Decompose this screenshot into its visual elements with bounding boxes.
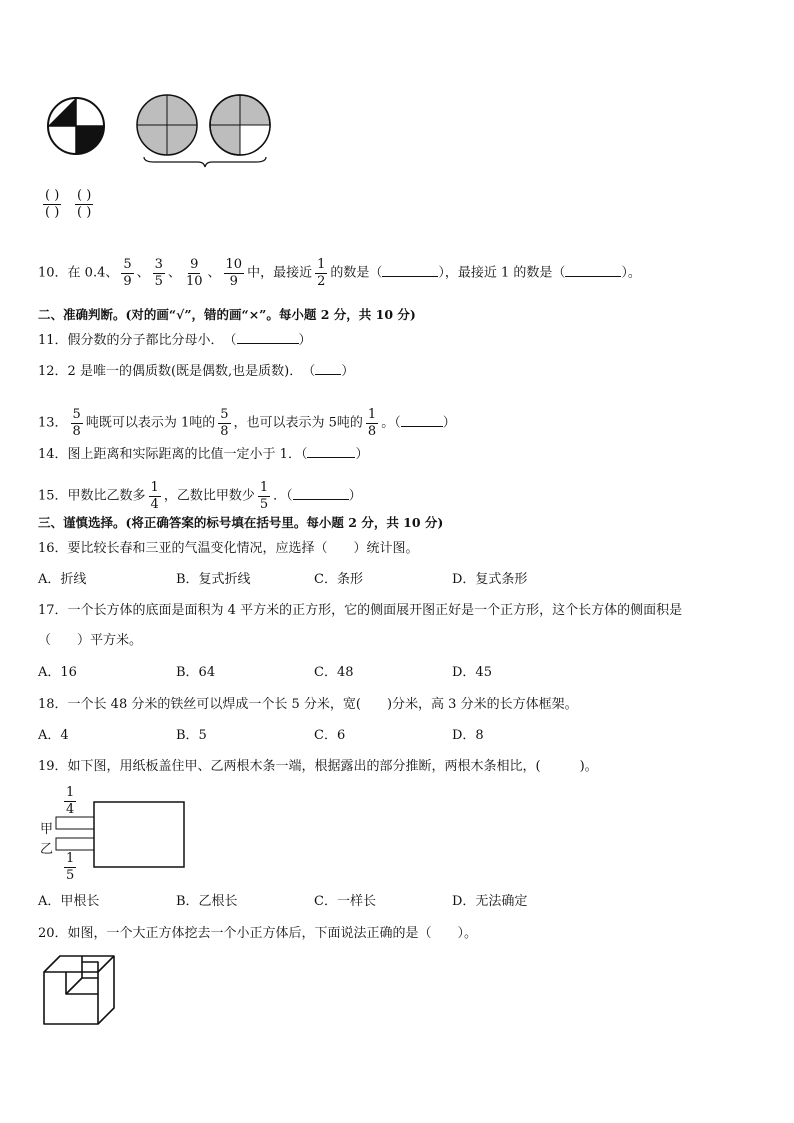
blank-denominator[interactable]: ( ) — [45, 204, 60, 220]
option-c[interactable]: C．条形 — [314, 572, 363, 587]
option-b[interactable]: B．5 — [176, 728, 207, 743]
fraction: $\frac{1}{2}$ — [317, 257, 326, 289]
answer-blank[interactable] — [382, 264, 438, 277]
answer-blank[interactable] — [237, 331, 299, 344]
fraction-top: $\frac{1}{4}$ — [66, 785, 75, 817]
fraction: $\frac{5}{8}$ — [220, 407, 229, 439]
option-d[interactable]: D．无法确定 — [452, 894, 528, 909]
option-a[interactable]: A．4 — [38, 728, 69, 743]
fraction: $\frac{5}{9}$ — [123, 257, 132, 289]
answer-blank[interactable] — [293, 487, 349, 500]
option-c[interactable]: C．6 — [314, 728, 346, 743]
fraction: $\frac{1}{5}$ — [259, 480, 269, 512]
question-12: 12．2 是唯一的偶质数(既是偶数,也是质数)． （ ） — [38, 364, 355, 379]
answer-blank[interactable] — [315, 362, 341, 375]
option-d[interactable]: D．复式条形 — [452, 572, 528, 587]
option-c[interactable]: C．一样长 — [314, 894, 376, 909]
answer-blank[interactable] — [401, 414, 443, 427]
fraction: $\frac{1}{8}$ — [367, 407, 377, 439]
option-a[interactable]: A．折线 — [38, 572, 87, 587]
question-17-line2: （ ）平方米。 — [38, 633, 143, 648]
answer-fraction-2[interactable] — [72, 189, 96, 219]
circle-figure-gray-left — [134, 90, 200, 160]
question-13: 13． $\frac{5}{8}$ 吨既可以表示为 1吨的 $\frac{5}{8}$ ，也可以表示为 5吨的 $\frac{1}{8}$ 。（ ） — [38, 407, 456, 439]
question-16: 16．要比较长春和三亚的气温变化情况，应选择（ ）统计图。 — [38, 541, 419, 556]
cube-with-cutout-figure — [40, 952, 120, 1028]
blank-denominator[interactable]: ( ) — [77, 204, 92, 220]
question-14: 14．图上距离和实际距离的比值一定小于 1．（ ） — [38, 447, 369, 462]
fraction: $\frac{3}{5}$ — [154, 257, 163, 289]
answer-blank[interactable] — [565, 264, 621, 277]
answer-blank[interactable] — [307, 445, 355, 458]
option-c[interactable]: C．48 — [314, 665, 354, 680]
fraction: $\frac{5}{8}$ — [72, 407, 81, 439]
fraction-bottom: $\frac{1}{5}$ — [66, 851, 75, 883]
circle-figure-quarters — [44, 94, 108, 158]
question-17-line1: 17．一个长方体的底面是面积为 4 平方米的正方形，它的侧面展开图正好是一个正方形，这个长方体的侧面积是 — [38, 603, 683, 618]
fraction: $\frac{1}{4}$ — [150, 480, 159, 512]
question-11: 11．假分数的分子都比分母小． （ ） — [38, 333, 312, 348]
question-18: 18．一个长 48 分米的铁丝可以焊成一个长 5 分米，宽( )分米，高 3 分米的长方体框架。 — [38, 697, 578, 712]
blank-numerator[interactable]: ( ) — [45, 188, 60, 203]
option-b[interactable]: B．复式折线 — [176, 572, 251, 587]
option-a[interactable]: A．甲根长 — [38, 894, 100, 909]
answer-fraction-1[interactable] — [40, 189, 64, 219]
option-b[interactable]: B．64 — [176, 665, 216, 680]
blank-numerator[interactable]: ( ) — [77, 188, 92, 203]
question-19: 19．如下图，用纸板盖住甲、乙两根木条一端，根据露出的部分推断，两根木条相比，( )。 — [38, 759, 598, 774]
label-yi: 乙 — [40, 842, 54, 857]
fraction: $\frac{9}{10}$ — [185, 257, 203, 289]
circle-figure-gray-right — [206, 90, 274, 160]
section-3-heading: 三、谨慎选择。(将正确答案的标号填在括号里。每小题 2 分，共 10 分) — [38, 515, 444, 530]
section-2-heading: 二、准确判断。(对的画“√”，错的画“×”。每小题 2 分，共 10 分) — [38, 307, 416, 322]
option-b[interactable]: B．乙根长 — [176, 894, 238, 909]
fraction: $\frac{10}{9}$ — [225, 257, 243, 289]
brace-under-circles — [140, 155, 270, 169]
question-10: 10．在 0.4、 $\frac{5}{9}$ 、 $\frac{3}{5}$ 、 $\frac{9}{10}$ 、 $\frac{10}{9}$ 中，最接近 $\frac{1}{2}$ 的数是（ ），最接近 1 的数是（ ）。 — [38, 257, 641, 289]
option-a[interactable]: A．16 — [38, 665, 77, 680]
label-jia: 甲 — [40, 822, 54, 837]
option-d[interactable]: D．8 — [452, 728, 484, 743]
option-d[interactable]: D．45 — [452, 665, 492, 680]
question-20: 20．如图，一个大正方体挖去一个小正方体后，下面说法正确的是（ ）。 — [38, 926, 478, 941]
question-15: 15．甲数比乙数多 $\frac{1}{4}$ ，乙数比甲数少 $\frac{1}{5}$ ．（ ） — [38, 480, 362, 512]
